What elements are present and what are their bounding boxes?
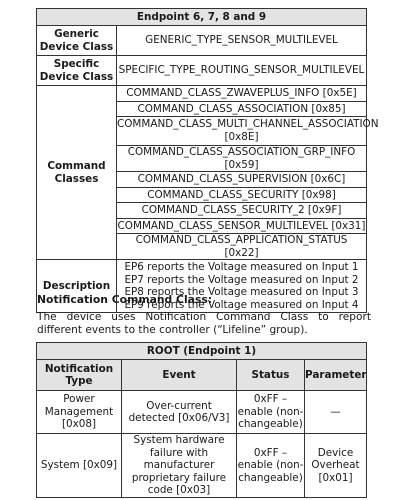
specific-device-class-value: SPECIFIC_TYPE_ROUTING_SENSOR_MULTILEVEL <box>117 56 367 86</box>
endpoint-table <box>36 8 379 313</box>
root-endpoint-table <box>36 342 367 498</box>
command-class-item: COMMAND_CLASS_SENSOR_MULTILEVEL [0x31] <box>117 219 366 232</box>
description-line: EP7 reports the Voltage measured on Input 2 <box>124 273 359 286</box>
table-row <box>37 391 367 434</box>
description-line: EP9 reports the Voltage measured on Input 4 <box>124 298 359 311</box>
cell-notification-type: Power Management [0x08] <box>37 391 122 434</box>
generic-device-class-label: Generic Device Class <box>37 26 117 56</box>
command-class-item: COMMAND_CLASS_MULTI_CHANNEL_ASSOCIATION [0x8E] <box>117 117 367 146</box>
cell-status: 0xFF – enable (non-changeable) <box>237 434 305 498</box>
command-classes-label: Command Classes <box>37 86 117 260</box>
command-class-item: COMMAND_CLASS_ASSOCIATION_GRP_INFO [0x59] <box>117 146 367 172</box>
command-class-item: COMMAND_CLASS_ZWAVEPLUS_INFO [0x5E] <box>117 86 367 102</box>
command-class-item: COMMAND_CLASS_APPLICATION_STATUS [0x22] <box>117 234 367 260</box>
root-table-title: ROOT (Endpoint 1) <box>37 343 367 360</box>
generic-device-class-value: GENERIC_TYPE_SENSOR_MULTILEVEL <box>117 26 367 56</box>
command-class-item: COMMAND_CLASS_SECURITY_2 [0x9F] <box>117 203 367 219</box>
description-line: EP8 reports the Voltage measured on Input 3 <box>124 286 359 298</box>
table-row <box>37 434 367 498</box>
command-class-item: COMMAND_CLASS_SECURITY [0x98] <box>117 187 367 203</box>
command-class-item: COMMAND_CLASS_SUPERVISION [0x6C] <box>117 172 367 188</box>
cell-parameter: — <box>305 391 367 434</box>
cell-event: Over-current detected [0x06/V3] <box>122 391 237 434</box>
column-header-notification-type: Notification Type <box>37 360 122 391</box>
description-line: EP6 reports the Voltage measured on Input 1 <box>124 261 359 273</box>
endpoint-table-title: Endpoint 6, 7, 8 and 9 <box>37 9 367 26</box>
description-label: Description <box>37 260 117 313</box>
column-header-status: Status <box>237 360 305 391</box>
cell-status: 0xFF – enable (non-changeable) <box>237 391 305 434</box>
column-header-parameter: Parameter <box>305 360 367 391</box>
notification-paragraph: The device uses Notification Command Class to report different events to the controller (“Lifeline” group). <box>37 311 371 336</box>
cell-event: System hardware failure with manufacturer proprietary failure code [0x03] <box>122 434 237 498</box>
column-header-event: Event <box>122 360 237 391</box>
cell-parameter: Device Overheat [0x01] <box>305 434 367 498</box>
specific-device-class-label: Specific Device Class <box>37 56 117 86</box>
notification-heading: Notification Command Class: <box>37 293 213 306</box>
cell-notification-type: System [0x09] <box>37 434 122 498</box>
command-class-item: COMMAND_CLASS_ASSOCIATION [0x85] <box>117 101 367 117</box>
